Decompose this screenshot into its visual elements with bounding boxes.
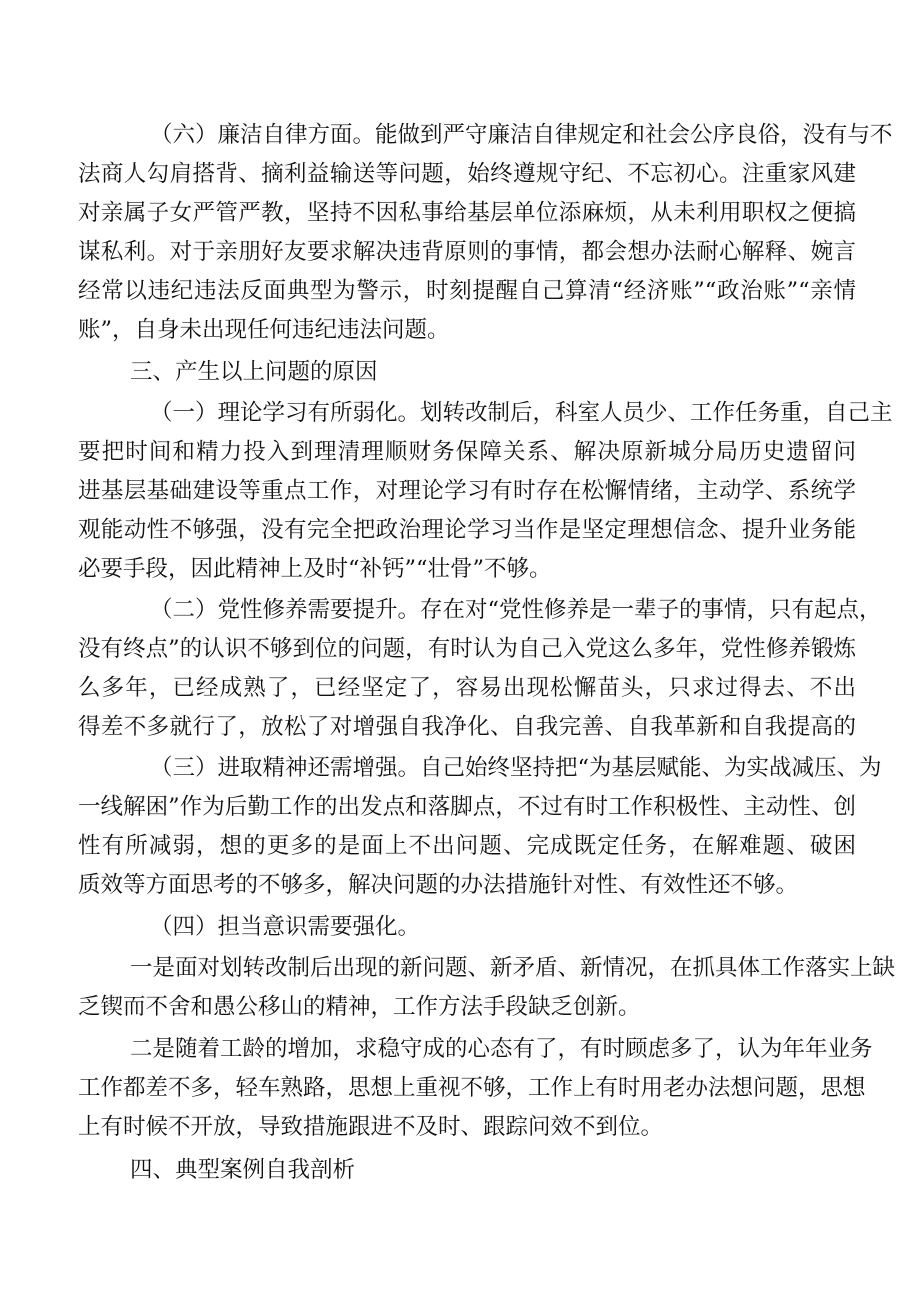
- reason2-line-2: 没有终点”的认识不够到位的问题，有时认为自己入党这么多年，党性修养锻炼: [78, 636, 856, 662]
- reason3-line-4: 质效等方面思考的不够多，解决问题的办法措施针对性、有效性还不够。: [78, 872, 799, 898]
- reason1-line-5: 必要手段，因此精神上及时“补钙”“壮骨”不够。: [78, 556, 552, 582]
- reason3-line-3: 性有所减弱，想的更多的是面上不出问题、完成既定任务，在解难题、破困: [78, 833, 856, 859]
- heading-section-3: 三、产生以上问题的原因: [130, 359, 378, 385]
- reason3-line-1: （三）进取精神还需增强。自己始终坚持把“为基层赋能、为实战减压、为: [150, 755, 882, 781]
- reason1-line-2: 要把时间和精力投入到理清理顺财务保障关系、解决原新城分局历史遗留问: [78, 439, 856, 465]
- section6-line-6: 账”，自身未出现任何违纪违法问题。: [78, 317, 450, 343]
- reason4-point1-line-1: 一是面对划转改制后出现的新问题、新矛盾、新情况，在抓具体工作落实上缺: [130, 955, 896, 981]
- section6-line-5: 经常以违纪违法反面典型为警示，时刻提醒自己算清“经济账”“政治账”“亲情: [78, 278, 856, 304]
- reason3-line-2: 一线解困”作为后勤工作的出发点和落脚点，不过有时工作积极性、主动性、创: [78, 794, 856, 820]
- reason4-point2-line-3: 上有时候不开放，导致措施跟进不及时、跟踪问效不到位。: [78, 1114, 664, 1140]
- reason2-line-4: 得差不多就行了，放松了对增强自我净化、自我完善、自我革新和自我提高的: [78, 714, 856, 740]
- section6-line-4: 谋私利。对于亲朋好友要求解决违背原则的事情，都会想办法耐心解释、婉言: [78, 239, 856, 265]
- reason4-title: （四）担当意识需要强化。: [150, 914, 421, 940]
- reason4-point2-line-2: 工作都差不多，轻车熟路，思想上重视不够，工作上有时用老办法想问题，思想: [78, 1075, 866, 1101]
- section6-line-3: 对亲属子女严管严教，坚持不因私事给基层单位添麻烦，从未利用职权之便搞: [78, 200, 856, 226]
- reason1-line-4: 观能动性不够强，没有完全把政治理论学习当作是坚定理想信念、提升业务能: [78, 517, 856, 543]
- reason1-line-3: 进基层基础建设等重点工作，对理论学习有时存在松懈情绪，主动学、系统学: [78, 478, 856, 504]
- section6-line-2: 法商人勾肩搭背、摘利益输送等问题，始终遵规守纪、不忘初心。注重家风建: [78, 161, 856, 187]
- reason4-point2-line-1: 二是随着工龄的增加，求稳守成的心态有了，有时顾虑多了，认为年年业务: [130, 1036, 873, 1062]
- heading-section-4: 四、典型案例自我剖析: [130, 1157, 356, 1183]
- reason2-line-3: 么多年，已经成熟了，已经坚定了，容易出现松懈苗头，只求过得去、不出: [78, 675, 856, 701]
- reason2-line-1: （二）党性修养需要提升。存在对“党性修养是一辈子的事情，只有起点，: [150, 597, 882, 623]
- reason1-line-1: （一）理论学习有所弱化。划转改制后，科室人员少、工作任务重，自己主: [150, 400, 893, 426]
- reason4-point1-line-2: 乏锲而不舍和愚公移山的精神，工作方法手段缺乏创新。: [78, 994, 641, 1020]
- section6-line-1: （六）廉洁自律方面。能做到严守廉洁自律规定和社会公序良俗，没有与不: [150, 122, 893, 148]
